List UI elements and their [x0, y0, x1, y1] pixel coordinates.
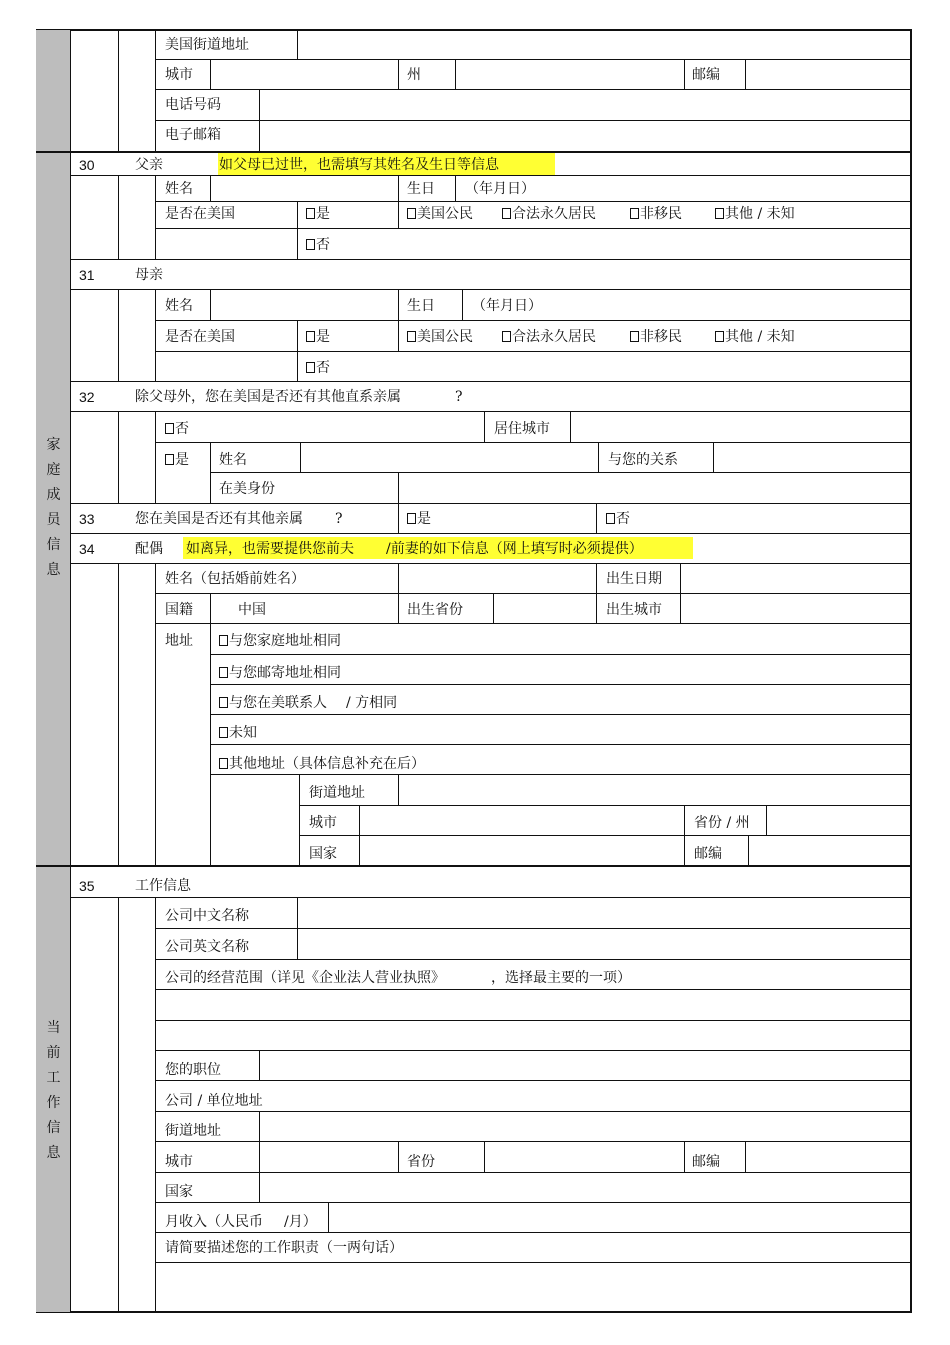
q31-name-label: 姓名	[165, 298, 193, 314]
company-cn-label: 公司中文名称	[165, 908, 249, 924]
checkbox-icon[interactable]	[407, 208, 416, 219]
q30-name-label: 姓名	[165, 181, 193, 197]
q31-yes-option[interactable]	[306, 328, 330, 346]
family-label-char: 息	[46, 562, 61, 578]
option-label: 合法永久居民	[512, 206, 596, 222]
q34-dob-label: 出生日期	[606, 571, 662, 587]
option-label: 其他 / 未知	[725, 329, 795, 345]
grid-line	[359, 805, 360, 866]
grid-line	[71, 897, 912, 898]
checkbox-icon[interactable]	[219, 667, 228, 678]
checkbox-icon[interactable]	[630, 331, 639, 342]
q34-note-b: /前妻的如下信息（网上填写时必须提供）	[386, 541, 643, 557]
grid-line	[71, 381, 912, 382]
monthly-income-unit: /月）	[284, 1214, 317, 1230]
grid-line	[297, 320, 298, 381]
company-street-label: 街道地址	[165, 1123, 221, 1139]
grid-line	[71, 411, 912, 412]
option-label: 与您在美联系人	[229, 695, 327, 711]
option-label: 合法永久居民	[512, 329, 596, 345]
q30-number: 30	[79, 157, 95, 173]
checkbox-icon[interactable]	[165, 454, 174, 465]
job-duties-label: 请简要描述您的工作职责（一两句话）	[165, 1240, 403, 1256]
q30-status-citizen[interactable]	[407, 205, 473, 223]
grid-line	[155, 320, 912, 321]
grid-line	[155, 1141, 912, 1142]
grid-line	[684, 1141, 685, 1172]
company-zip-label: 邮编	[692, 1154, 720, 1170]
grid-line	[71, 259, 912, 260]
grid-line	[155, 201, 912, 202]
option-label: 否	[316, 360, 330, 376]
checkbox-icon[interactable]	[606, 513, 615, 524]
grid-line	[155, 175, 156, 259]
option-label: 其他地址（具体信息补充在后）	[229, 756, 425, 772]
grid-line	[259, 1111, 260, 1202]
grid-line	[398, 563, 399, 623]
grid-line	[155, 959, 912, 960]
checkbox-icon[interactable]	[306, 208, 315, 219]
q33-question: 您在美国是否还有其他亲属	[135, 511, 303, 527]
state-label: 州	[407, 67, 421, 83]
q34-zip-label: 邮编	[694, 846, 722, 862]
grid-line	[155, 593, 912, 594]
checkbox-icon[interactable]	[407, 513, 416, 524]
phone-label: 电话号码	[165, 97, 221, 113]
grid-line	[210, 744, 912, 745]
grid-line	[713, 442, 714, 472]
q34-address-option-contact[interactable]	[219, 694, 327, 712]
monthly-income-label: 月收入（人民币	[165, 1214, 263, 1230]
q30-yes-option[interactable]	[306, 205, 330, 223]
grid-line	[155, 1111, 912, 1112]
grid-line	[300, 442, 301, 472]
grid-line	[210, 472, 912, 473]
grid-line	[155, 623, 912, 624]
zip-label: 邮编	[692, 67, 720, 83]
option-label: 美国公民	[417, 206, 473, 222]
option-label: 其他 / 未知	[725, 206, 795, 222]
q34-country-label: 国家	[309, 846, 337, 862]
checkbox-icon[interactable]	[502, 331, 511, 342]
option-label: 非移民	[640, 206, 682, 222]
work-label-char: 息	[46, 1145, 61, 1161]
option-label: 是	[316, 329, 330, 345]
q30-status-pr[interactable]	[502, 205, 596, 223]
work-section-label	[36, 1016, 71, 1166]
grid-line	[766, 805, 767, 835]
grid-line	[155, 563, 156, 866]
grid-line	[398, 472, 399, 503]
grid-line	[484, 1141, 485, 1172]
position-label: 您的职位	[165, 1062, 221, 1078]
grid-line	[398, 1141, 399, 1172]
q34-nationality-label: 国籍	[165, 602, 193, 618]
grid-line	[398, 320, 399, 351]
checkbox-icon[interactable]	[219, 727, 228, 738]
checkbox-icon[interactable]	[407, 331, 416, 342]
grid-line	[155, 289, 156, 381]
q34-city-label: 城市	[309, 815, 337, 831]
grid-line	[118, 411, 119, 503]
grid-line	[155, 989, 912, 990]
grid-line	[71, 289, 912, 290]
grid-line	[155, 59, 912, 60]
q31-title: 母亲	[135, 267, 163, 283]
q33-no-option[interactable]	[606, 510, 630, 528]
option-label: 与您家庭地址相同	[229, 633, 341, 649]
grid-line	[155, 1262, 912, 1263]
grid-line	[155, 1020, 912, 1021]
grid-line	[210, 684, 912, 685]
grid-line	[118, 897, 119, 1312]
option-label: 美国公民	[417, 329, 473, 345]
checkbox-icon[interactable]	[715, 331, 724, 342]
grid-line	[297, 30, 298, 59]
grid-line	[745, 59, 746, 89]
grid-line	[71, 503, 912, 504]
grid-line	[118, 563, 119, 866]
checkbox-icon[interactable]	[502, 208, 511, 219]
q34-birth-city-label: 出生城市	[606, 602, 662, 618]
q34-birth-province-label: 出生省份	[407, 602, 463, 618]
grid-line	[455, 175, 456, 201]
q34-address-option-contact-suffix: / 方相同	[346, 695, 398, 711]
q32-status-label: 在美身份	[219, 481, 275, 497]
q34-province-state-label: 省份 / 州	[694, 815, 750, 831]
grid-line	[299, 835, 912, 836]
grid-line	[155, 120, 912, 121]
checkbox-icon[interactable]	[165, 423, 174, 434]
family-label-char: 信	[46, 537, 61, 553]
option-label: 否	[175, 421, 189, 437]
grid-line	[155, 1080, 912, 1081]
grid-line	[155, 442, 912, 443]
q34-nationality-value: 中国	[238, 602, 266, 618]
q30-in-us-label: 是否在美国	[165, 206, 235, 222]
q31-no-option[interactable]	[306, 359, 330, 377]
q35-title: 工作信息	[135, 878, 191, 894]
grid-line	[398, 175, 399, 201]
work-label-char: 信	[46, 1120, 61, 1136]
option-label: 未知	[229, 725, 257, 741]
grid-line	[155, 1202, 912, 1203]
grid-line	[598, 442, 599, 472]
q34-address-option-other[interactable]	[219, 755, 425, 773]
grid-line	[398, 774, 399, 805]
q32-qmark: ?	[455, 389, 463, 405]
family-label-char: 家	[46, 437, 61, 453]
grid-line	[118, 289, 119, 381]
grid-line	[398, 289, 399, 320]
q31-birth-label: 生日	[407, 298, 435, 314]
work-label-char: 工	[46, 1070, 61, 1086]
option-label: 是	[316, 206, 330, 222]
q34-address-option-home[interactable]	[219, 632, 341, 650]
grid-line	[596, 563, 597, 623]
city-label: 城市	[165, 67, 193, 83]
checkbox-icon[interactable]	[630, 208, 639, 219]
grid-line	[71, 533, 912, 534]
q31-status-citizen[interactable]	[407, 328, 473, 346]
grid-line	[155, 1172, 912, 1173]
grid-line	[259, 89, 260, 151]
q31-status-pr[interactable]	[502, 328, 596, 346]
grid-line	[493, 593, 494, 623]
grid-line	[155, 89, 912, 90]
company-country-label: 国家	[165, 1184, 193, 1200]
grid-line	[398, 59, 399, 89]
q35-number: 35	[79, 878, 95, 894]
company-address-label: 公司 / 单位地址	[165, 1093, 263, 1109]
family-label-char: 庭	[46, 462, 61, 478]
q30-birth-label: 生日	[407, 181, 435, 197]
grid-line	[71, 175, 912, 176]
option-label: 否	[616, 511, 630, 527]
grid-line	[745, 1141, 746, 1172]
q31-in-us-label: 是否在美国	[165, 329, 235, 345]
grid-line	[155, 351, 912, 352]
grid-line	[210, 774, 912, 775]
grid-line	[155, 228, 912, 229]
checkbox-icon[interactable]	[306, 362, 315, 373]
q31-birth-hint: （年月日）	[472, 298, 542, 314]
grid-line	[455, 59, 456, 89]
family-label-char: 成	[46, 487, 61, 503]
grid-line	[118, 175, 119, 259]
q33-qmark: ?	[335, 511, 343, 527]
grid-line	[118, 30, 119, 152]
email-label: 电子邮箱	[165, 127, 221, 143]
grid-line	[398, 201, 399, 228]
grid-line	[155, 928, 912, 929]
checkbox-icon[interactable]	[219, 697, 228, 708]
q32-no-option[interactable]	[165, 420, 189, 438]
q32-relation-label: 与您的关系	[608, 452, 678, 468]
grid-line	[297, 897, 298, 959]
q34-number: 34	[79, 541, 95, 557]
grid-line	[462, 289, 463, 320]
grid-line	[210, 59, 211, 89]
grid-line	[297, 201, 298, 259]
company-city-label: 城市	[165, 1154, 193, 1170]
q30-status-nonimmigrant[interactable]	[630, 205, 682, 223]
grid-line	[398, 503, 399, 533]
option-label: 与您邮寄地址相同	[229, 665, 341, 681]
work-label-char: 前	[46, 1045, 61, 1061]
grid-line	[684, 805, 685, 866]
grid-line	[210, 593, 211, 866]
grid-line	[155, 1232, 912, 1233]
grid-line	[155, 1050, 912, 1051]
q34-name-label: 姓名（包括婚前姓名）	[165, 571, 305, 587]
company-province-label: 省份	[407, 1154, 435, 1170]
grid-line	[155, 411, 156, 503]
q34-street-label: 街道地址	[309, 785, 365, 801]
grid-line	[210, 175, 211, 201]
grid-line	[155, 30, 156, 152]
grid-line	[210, 442, 211, 503]
grid-line	[299, 805, 912, 806]
q30-title: 父亲	[135, 157, 163, 173]
grid-line	[748, 835, 749, 866]
checkbox-icon[interactable]	[306, 239, 315, 250]
company-en-label: 公司英文名称	[165, 939, 249, 955]
checkbox-icon[interactable]	[219, 635, 228, 646]
q32-name-label: 姓名	[219, 452, 247, 468]
q32-question: 除父母外，您在美国是否还有其他直系亲属	[135, 389, 401, 405]
q30-no-option[interactable]	[306, 236, 330, 254]
business-scope-label: 公司的经营范围（详见《企业法人营业执照》	[165, 970, 445, 986]
q34-address-option-mail[interactable]	[219, 664, 341, 682]
checkbox-icon[interactable]	[306, 331, 315, 342]
work-label-char: 当	[46, 1020, 61, 1036]
q33-yes-option[interactable]	[407, 510, 431, 528]
grid-line	[684, 59, 685, 89]
us-street-label: 美国街道地址	[165, 37, 249, 53]
family-label-char: 员	[46, 512, 61, 528]
q34-address-option-unknown[interactable]	[219, 724, 257, 742]
grid-line	[570, 411, 571, 442]
grid-line	[596, 503, 597, 533]
grid-line	[210, 714, 912, 715]
q31-number: 31	[79, 267, 95, 283]
option-label: 非移民	[640, 329, 682, 345]
work-label-char: 作	[46, 1095, 61, 1111]
option-label: 是	[175, 452, 189, 468]
grid-line	[680, 563, 681, 623]
option-label: 是	[417, 511, 431, 527]
checkbox-icon[interactable]	[219, 758, 228, 769]
grid-line	[299, 774, 300, 866]
grid-line	[210, 654, 912, 655]
q32-number: 32	[79, 389, 95, 405]
q30-note: 如父母已过世，也需填写其姓名及生日等信息	[219, 157, 499, 173]
option-label: 否	[316, 237, 330, 253]
grid-line	[36, 865, 912, 867]
family-section-label	[36, 433, 71, 583]
q31-status-nonimmigrant[interactable]	[630, 328, 682, 346]
q34-note-a: 如离异，也需要提供您前夫	[186, 541, 354, 557]
q33-number: 33	[79, 511, 95, 527]
q34-address-label: 地址	[165, 633, 193, 649]
grid-line	[210, 289, 211, 320]
q30-status-other[interactable]	[715, 205, 795, 223]
q32-residence-city-label: 居住城市	[494, 421, 550, 437]
business-scope-label-tail: ，选择最主要的一项）	[491, 970, 631, 986]
grid-line	[484, 411, 485, 442]
grid-line	[71, 563, 912, 564]
grid-line	[328, 1202, 329, 1232]
checkbox-icon[interactable]	[715, 208, 724, 219]
grid-line	[259, 1050, 260, 1080]
q32-yes-option[interactable]	[165, 451, 189, 469]
q31-status-other[interactable]	[715, 328, 795, 346]
q34-title: 配偶	[135, 541, 163, 557]
q30-birth-hint: （年月日）	[465, 181, 535, 197]
